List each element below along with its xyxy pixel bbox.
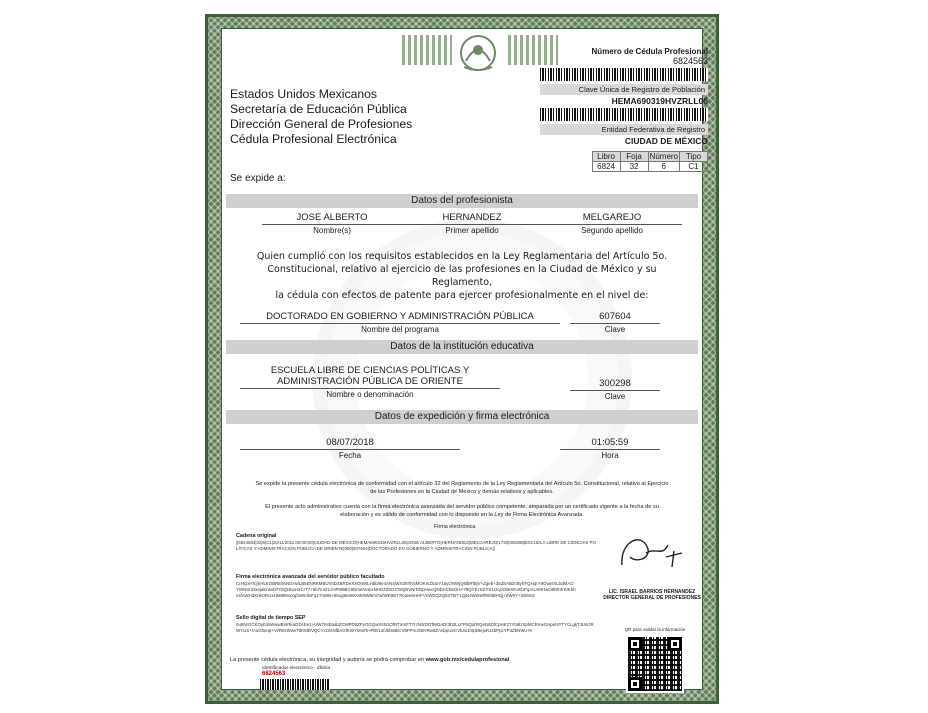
- cedula-number: 6824563: [672, 56, 708, 66]
- verification-note: [230, 657, 509, 663]
- institution-name-label: Nombre o denominación: [326, 390, 414, 399]
- signatory-block: [594, 589, 710, 601]
- program-name-value: DOCTORADO EN GOBIERNO Y ADMINISTRACIÓN PÚBLICA: [240, 311, 560, 324]
- nombres-value: JOSE ALBERTO: [262, 212, 402, 225]
- certificate-body: [221, 28, 708, 690]
- institution-clave-value: 300298: [570, 378, 660, 391]
- handwritten-signature: [616, 527, 686, 573]
- libro-foja-table: [592, 151, 708, 172]
- program-clave-label: Clave: [604, 325, 626, 334]
- table-header: Tipo: [680, 152, 708, 162]
- cedula-barcode: [540, 68, 708, 81]
- certificate-sheet: [205, 14, 719, 704]
- entidad-label: Entidad Federativa de Registro: [540, 124, 708, 135]
- verification-text: La presente cédula electrónica, su integridad y autoría se podrá comprobar en: [230, 657, 426, 663]
- identifier-barcode: [260, 679, 330, 690]
- curp-barcode: [540, 108, 708, 121]
- sello-digital-title: Sello digital de tiempo SEP: [236, 615, 306, 621]
- segundo-apellido-label: Segundo apellido: [581, 226, 643, 235]
- section-band-profesionista: Datos del profesionista: [226, 194, 698, 208]
- entidad-value: CIUDAD DE MÉXICO: [624, 136, 708, 146]
- qr-finder: [668, 637, 682, 651]
- cadena-original-text: ||6824563|32|6|C1|20/11/2011 00:00:00|CIUDAD DE MÉXICO|HEMA690319HVZRLL06|JOSE ALBERTO|HERNANDEZ|MELGAREJO|1730|300298|ESCUELA LIBRE DE CIENCIAS POLÍTICAS Y ADMINISTRACIÓN PÚBLICA DE ORIENTE|080|607604|DOCTORADO EN GOBIERNO Y ADMINISTRACIÓN PÚBLICA||: [236, 540, 596, 551]
- header-line-country: Estados Unidos Mexicanos: [230, 87, 377, 101]
- institution-name-line2: ADMINISTRACIÓN PÚBLICA DE ORIENTE: [240, 376, 500, 389]
- table-header: Libro: [592, 152, 620, 162]
- firma-servidor-text: CrHQxHX||nHLEOBRE9sNGHvlLB5ENRKMBUVnD4BRDeXXO0WLHbb/8e4ANxjWXZ5TK6MOKInZ5arY1ayONWjQ6lbRfBjV+Zgeb+35dSA5DcByfrFQHqrY9OwetXLbdMAOYWNSr33xvjaKrwxblTrDQHbxH3CrT7+8b7IrvZLzHP9t9BC9DmeNvmxNHDZZbO3T8QBVNrDDpHwcQNDrdzb5OHA78QYEzDZYE1OcjoOBHEUKbPqACAMHwO8hR3rKtKbhnslAWHdXHk0RcIxHM89NaXgfoWmfvFq1TmBN+66ug9e5WXsE6W8mi7wfWEtIBT7Kqee6HHFVnWDQZQ53T5rT1QjN4WnN9fW0tBHQj+dW9Y+XEMo2: [236, 581, 576, 598]
- program-name-label: Nombre del programa: [361, 325, 439, 334]
- sello-digital-text: 0u5NrGCKOyb3vWwwBmRkaGDcEe1+UW7rHEaabZGMPDbZPyGGQwX4N1OfRTmXFT7rcN0rDITfMGADr3b3LLFFNQdrRQeD6DfCpHK27Yb9lzXpMCRmeGApeUPTYCLgkTJLWJRWYUS+/AuGfxeqt+Vi/R0zWwvT9KMDVQCYxOGNfbAGfKWYMmf5+PlEt1afJkfs8tkCV9FPrn3l4tHRw8ZAnbpUeCVk3u1htpk9ejxRJ2bPpzYP3ZbNWo+K: [236, 622, 594, 633]
- fret-ornament-left: [402, 35, 452, 65]
- qr-label: QR para validar la información: [624, 627, 686, 632]
- segundo-apellido-value: MELGAREJO: [542, 212, 682, 225]
- cedula-number-label: Número de Cédula Profesional: [591, 47, 708, 56]
- legal-note-1: [244, 480, 680, 496]
- hora-label: Hora: [601, 451, 619, 460]
- header-line-directorate: Dirección General de Profesiones: [230, 117, 413, 131]
- paragraph-line: Quien cumplió con los requisitos establecidos en la Ley Reglamentaria del Artículo 5o.: [256, 251, 668, 262]
- nombres-label: Nombre(s): [313, 226, 351, 235]
- legal-note-2: [244, 503, 680, 519]
- institution-clave-label: Clave: [604, 392, 626, 401]
- verification-url[interactable]: www.gob.mx/cedulaprofesional: [425, 657, 510, 663]
- firma-electronica-title: Firma electrónica: [434, 524, 476, 530]
- signatory-title: DIRECTOR GENERAL DE PROFESIONES: [603, 595, 701, 601]
- cadena-original-title: Cadena original: [236, 533, 277, 539]
- table-header: Foja: [620, 152, 648, 162]
- qr-finder: [628, 677, 642, 691]
- issuer-header: [230, 87, 412, 147]
- legal-note-line: elaboración y es válido de conformidad con lo dispuesto en la Ley de Firma Electrónica Avanzada.: [340, 512, 584, 518]
- paragraph-line: la cédula con efectos de patente para ejercer profesionalmente en el nivel de:: [275, 290, 649, 301]
- fecha-value: 08/07/2018: [240, 437, 460, 450]
- program-clave-value: 607604: [570, 311, 660, 324]
- curp-value: HEMA690319HVZRLL06: [611, 96, 708, 106]
- se-expide-label: Se expide a:: [230, 173, 286, 184]
- paragraph-line: Constitucional, relativo al ejercicio de las profesiones en la Ciudad de México y su Reglamento,: [267, 264, 657, 288]
- section-band-institucion: Datos de la institución educativa: [226, 340, 698, 354]
- qr-finder: [628, 637, 642, 651]
- primer-apellido-value: HERNANDEZ: [402, 212, 542, 225]
- signatory-name: LIC. ISRAEL BARRIOS HERNANDEZ: [608, 589, 696, 595]
- table-header: Número: [649, 152, 678, 161]
- registry-box: [540, 47, 708, 172]
- qr-code[interactable]: [626, 635, 684, 693]
- legal-note-line: El presente acto administrativo cuenta con la firma electrónica avanzada del servidor público competente, amparada por un certificado vigente a la fecha de su: [265, 504, 659, 510]
- table-cell: 6824: [592, 162, 620, 172]
- curp-label: Clave Única de Registro de Población: [540, 84, 708, 95]
- legal-note-line: Se expide la presente cédula electrónica de conformidad con el artículo 32 del Reglamento de la Ley Reglamentaria del Artículo 5o. Constitucional, relativo al Ejercicio: [255, 481, 669, 487]
- legal-note-line: de las Profesiones en la Ciudad de México y demás relativos y aplicables.: [370, 489, 554, 495]
- legal-paragraph: [236, 250, 688, 302]
- firma-servidor-title: Firma electrónica avanzada del servidor público facultado: [236, 574, 385, 580]
- hora-value: 01:05:59: [560, 437, 660, 450]
- table-cell: 6: [648, 162, 679, 172]
- primer-apellido-label: Primer apellido: [445, 226, 499, 235]
- section-band-expedicion: Datos de expedición y firma electrónica: [226, 410, 698, 424]
- identifier-label: Identificador electrónico - dfds/a: [262, 666, 330, 671]
- national-emblem-icon: [454, 33, 502, 75]
- identifier-number: 6824563: [262, 671, 286, 677]
- fecha-label: Fecha: [338, 451, 362, 460]
- header-line-document: Cédula Profesional Electrónica: [230, 132, 397, 146]
- institution-name-line1: ESCUELA LIBRE DE CIENCIAS POLÍTICAS Y: [270, 365, 470, 376]
- header-line-ministry: Secretaría de Educación Pública: [230, 102, 407, 116]
- table-cell: C1: [680, 162, 708, 172]
- table-cell: 32: [620, 162, 648, 172]
